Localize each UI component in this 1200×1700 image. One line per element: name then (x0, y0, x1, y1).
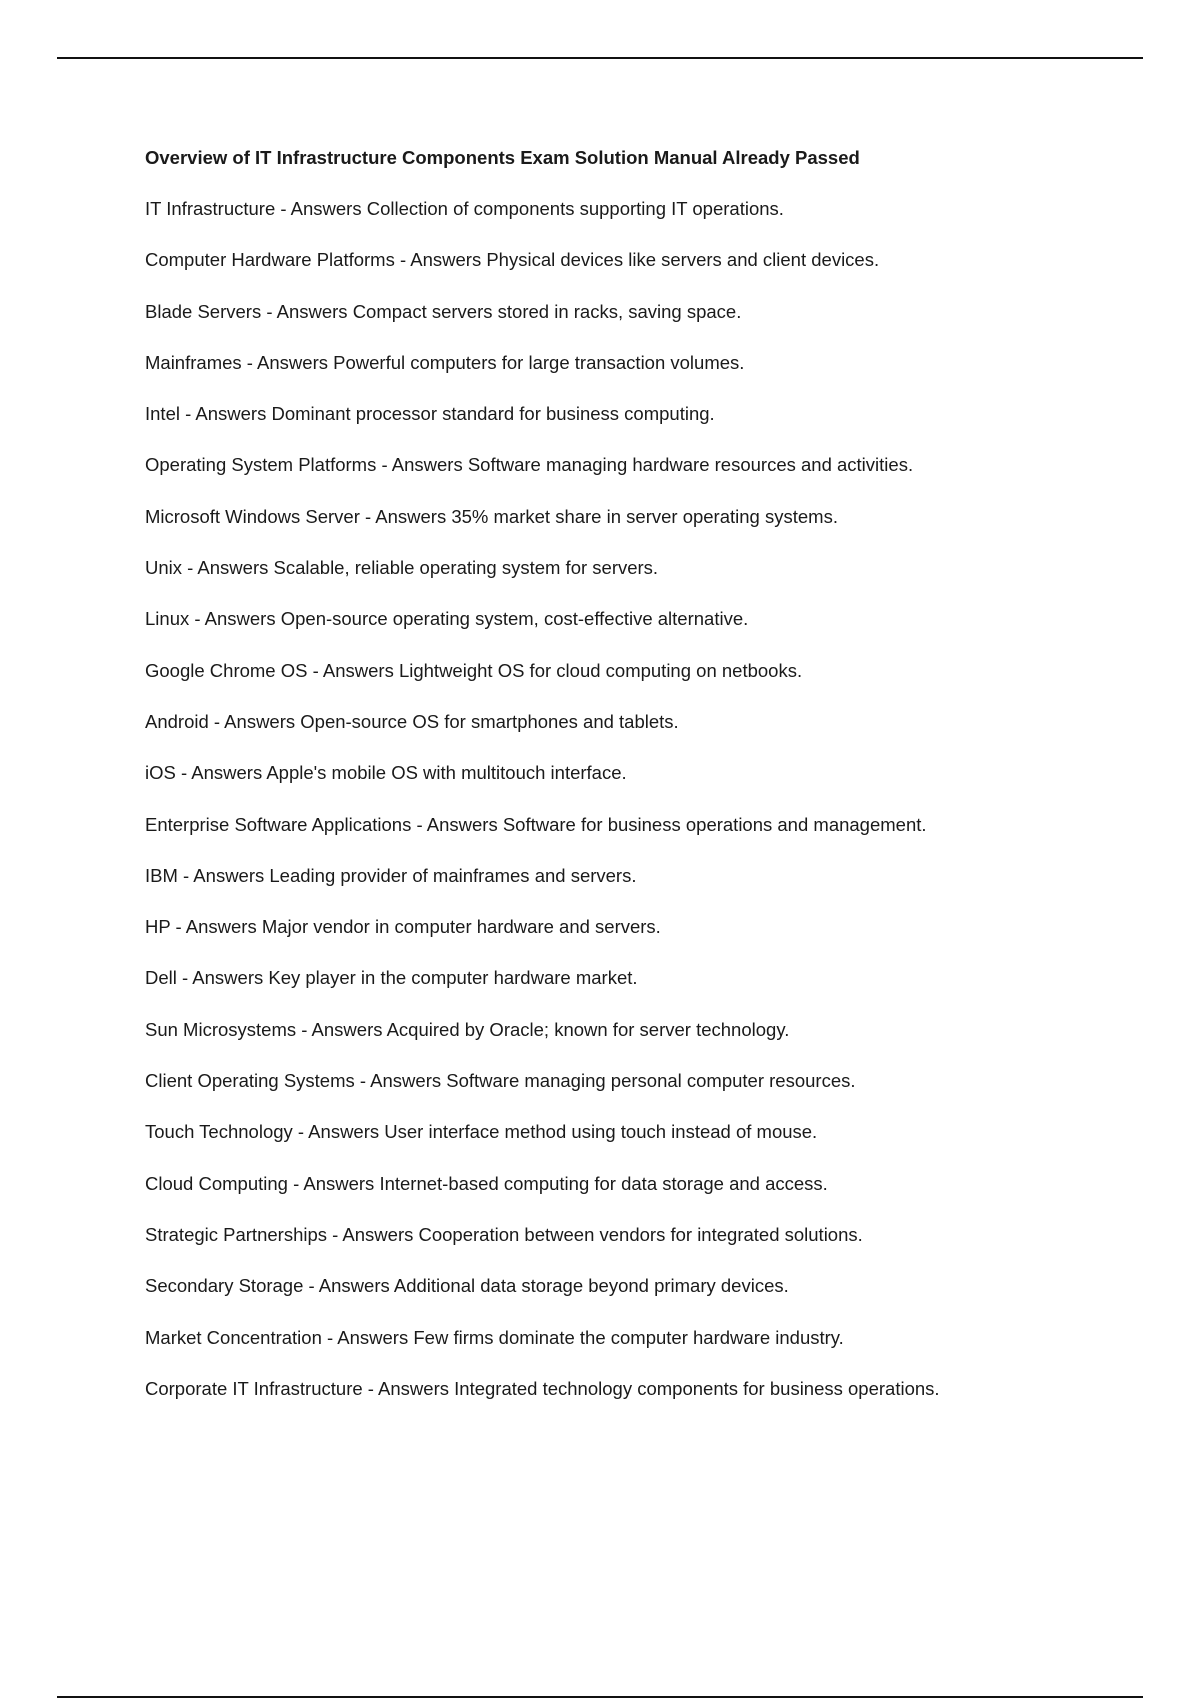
qa-entry: Sun Microsystems - Answers Acquired by Oracle; known for server technology. (145, 1018, 790, 1040)
qa-entry: Intel - Answers Dominant processor standard for business computing. (145, 403, 715, 425)
qa-entry: Cloud Computing - Answers Internet-based computing for data storage and access. (145, 1172, 828, 1194)
qa-entry: Android - Answers Open-source OS for smartphones and tablets. (145, 710, 679, 732)
qa-entry: Microsoft Windows Server - Answers 35% market share in server operating systems. (145, 505, 838, 527)
qa-entry: Linux - Answers Open-source operating system, cost-effective alternative. (145, 608, 749, 630)
qa-entry: Blade Servers - Answers Compact servers stored in racks, saving space. (145, 300, 742, 322)
qa-entry: Corporate IT Infrastructure - Answers Integrated technology components for business operations. (145, 1377, 940, 1399)
qa-entry: Dell - Answers Key player in the computer hardware market. (145, 967, 638, 989)
qa-list (145, 197, 1105, 1401)
qa-entry: Secondary Storage - Answers Additional data storage beyond primary devices. (145, 1275, 789, 1297)
document-title: Overview of IT Infrastructure Components Exam Solution Manual Already Passed (145, 147, 860, 168)
qa-entry: Market Concentration - Answers Few firms dominate the computer hardware industry. (145, 1326, 844, 1348)
qa-entry: Strategic Partnerships - Answers Cooperation between vendors for integrated solutions. (145, 1223, 863, 1245)
qa-entry: Mainframes - Answers Powerful computers for large transaction volumes. (145, 351, 745, 373)
qa-entry: Enterprise Software Applications - Answers Software for business operations and management. (145, 813, 927, 835)
qa-entry: IT Infrastructure - Answers Collection of components supporting IT operations. (145, 198, 784, 219)
qa-entry: Operating System Platforms - Answers Software managing hardware resources and activities. (145, 454, 914, 476)
qa-entry: IBM - Answers Leading provider of mainframes and servers. (145, 864, 637, 886)
document-body (145, 146, 1105, 1428)
qa-entry: Client Operating Systems - Answers Software managing personal computer resources. (145, 1070, 856, 1092)
qa-entry: iOS - Answers Apple's mobile OS with multitouch interface. (145, 762, 627, 784)
footer-rule (57, 1696, 1143, 1698)
qa-entry: Computer Hardware Platforms - Answers Physical devices like servers and client devices. (145, 249, 880, 271)
qa-entry: HP - Answers Major vendor in computer hardware and servers. (145, 916, 661, 938)
qa-entry: Touch Technology - Answers User interface method using touch instead of mouse. (145, 1121, 818, 1143)
qa-entry: Unix - Answers Scalable, reliable operating system for servers. (145, 557, 659, 579)
qa-entry: Google Chrome OS - Answers Lightweight OS for cloud computing on netbooks. (145, 659, 803, 681)
header-rule (57, 57, 1143, 59)
